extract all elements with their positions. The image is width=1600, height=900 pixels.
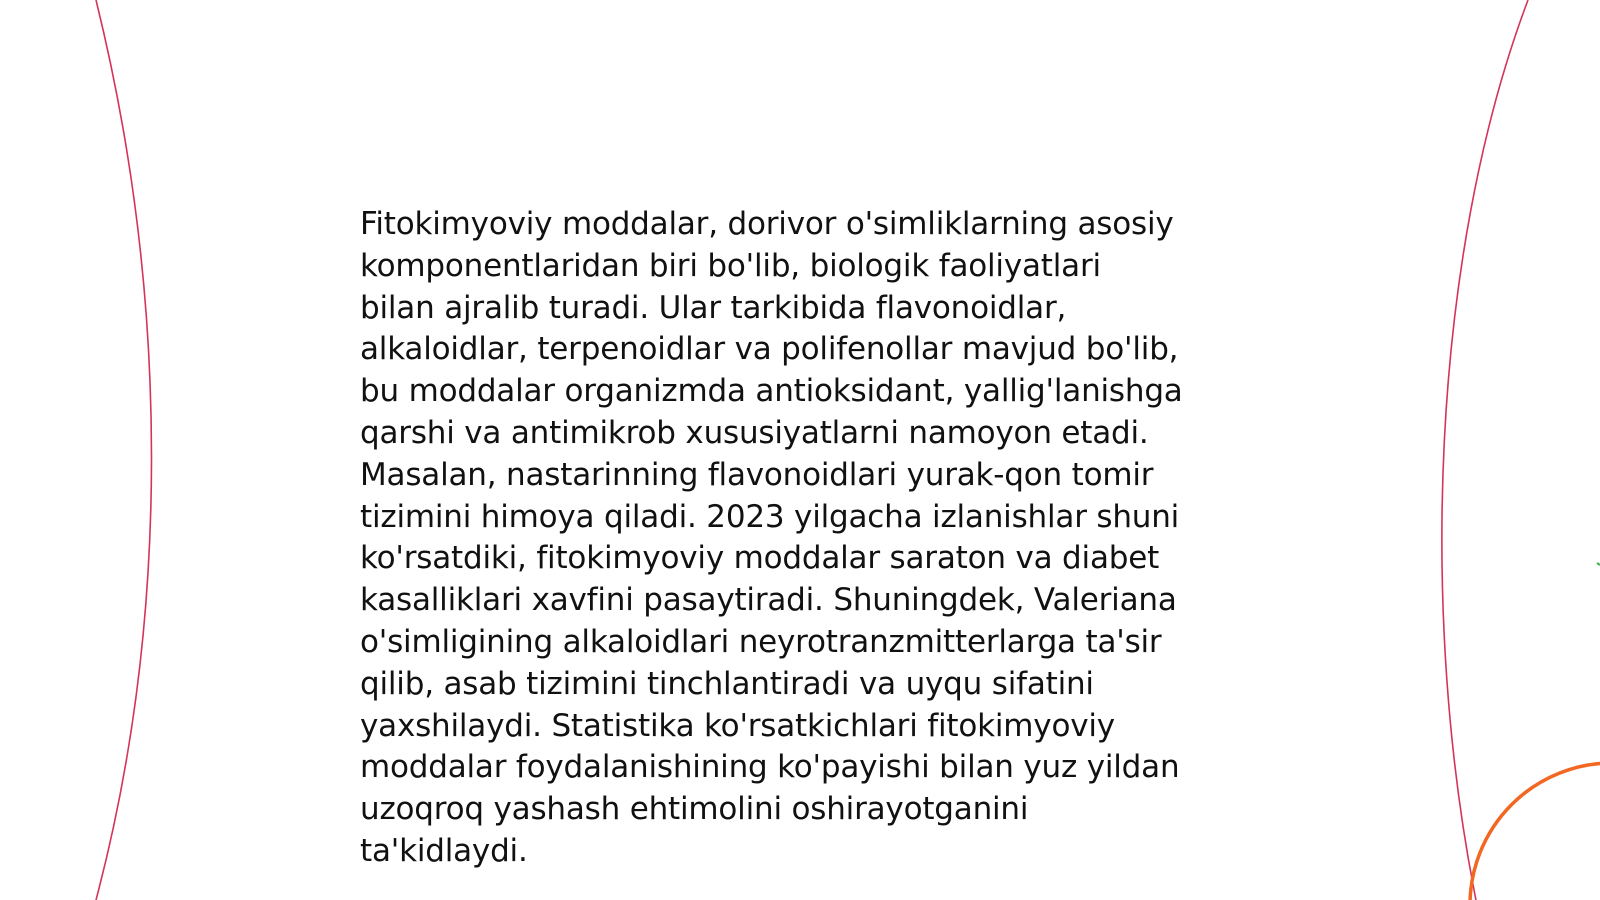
right-arc-line — [1442, 0, 1528, 900]
orange-circle-outline — [1470, 763, 1600, 900]
left-arc-line — [96, 0, 152, 900]
body-paragraph: Fitokimyoviy moddalar, dorivor o'simliklarning asosiy komponentlaridan biri bo'lib, biologik faoliyatlari bilan ajralib turadi. Ular tarkibida flavonoidlar, alkaloidlar, terpenoidlar va polifenollar mavjud bo'lib, bu moddalar organizmda antioksidant, yallig'lanishga qarshi va antimikrob xususiyatlarni namoyon etadi. Masalan, nastarinning flavonoidlari yurak-qon tomir tizimini himoya qiladi. 2023 yilgacha izlanishlar shuni ko'rsatdiki, fitokimyoviy moddalar saraton va diabet kasalliklari xavfini pasaytiradi. Shuningdek, Valeriana o'simligining alkaloidlari neyrotranzmitterlarga ta'sir qilib, asab tizimini tinchlantiradi va uyqu sifatini yaxshilaydi. Statistika ko'rsatkichlari fitokimyoviy moddalar foydalanishining ko'payishi bilan yuz yildan uzoqroq yashash ehtimolini oshirayotganini ta'kidlaydi. — [360, 206, 1183, 869]
